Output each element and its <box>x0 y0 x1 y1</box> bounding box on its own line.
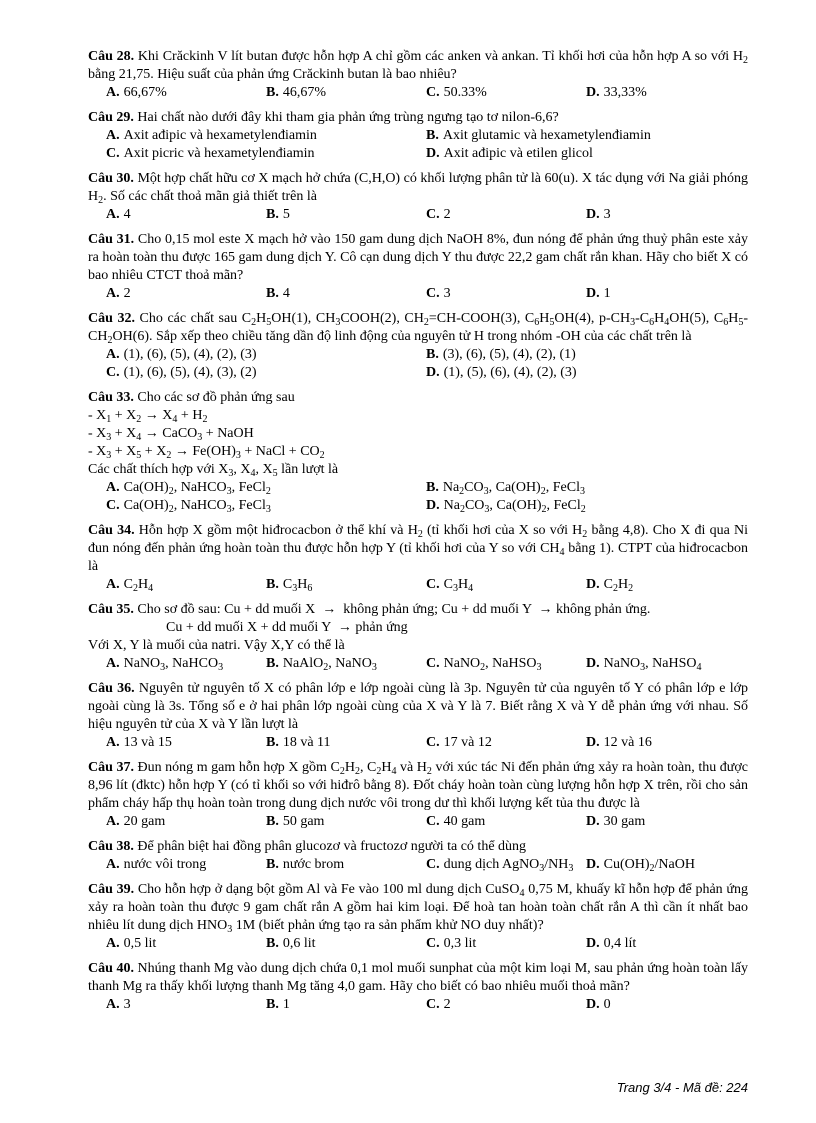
option-text: 4 <box>282 286 290 301</box>
option-letter: A. <box>106 480 120 495</box>
option-text: 50.33% <box>443 85 487 100</box>
answer-option[interactable] <box>106 346 426 364</box>
option-letter: A. <box>106 735 120 750</box>
option-text: (3), (6), (5), (4), (2), (1) <box>442 347 576 362</box>
option-text: (1), (6), (5), (4), (2), (3) <box>123 347 257 362</box>
answer-option[interactable] <box>106 996 266 1014</box>
answer-option[interactable] <box>586 84 766 102</box>
answer-option[interactable] <box>266 996 426 1014</box>
answer-option[interactable] <box>426 145 766 163</box>
option-letter: D. <box>586 857 600 872</box>
option-text: 3 <box>123 997 131 1012</box>
question-stem <box>88 759 748 813</box>
option-letter: A. <box>106 577 120 592</box>
option-text: 2 <box>443 207 451 222</box>
answer-option[interactable] <box>106 364 426 382</box>
question-text: Để phân biệt hai đồng phân glucozơ và fructozơ người ta có thể dùng <box>133 839 527 854</box>
option-letter: D. <box>586 656 600 671</box>
option-text: 17 và 12 <box>443 735 492 750</box>
question-number: Câu 36. <box>88 681 135 696</box>
option-text: 0,6 lit <box>282 936 316 951</box>
option-text: $C_2H_2$ <box>603 577 634 594</box>
option-text: Axit glutamic và hexametylenđiamin <box>442 128 651 143</box>
option-text: NaNO$_3$, NaHSO$_4$ <box>603 656 702 673</box>
answer-option[interactable] <box>106 84 266 102</box>
question-number: Câu 31. <box>88 232 135 247</box>
question <box>88 960 748 1014</box>
option-letter: C. <box>426 857 440 872</box>
answer-option[interactable] <box>426 655 586 673</box>
reaction-line: Với X, Y là muối của natri. Vậy X,Y có thể là <box>88 638 345 653</box>
option-letter: C. <box>426 997 440 1012</box>
option-text: NaNO$_2$, NaHSO$_3$ <box>443 656 542 673</box>
question-number: Câu 33. <box>88 390 134 405</box>
question-stem <box>88 680 748 734</box>
option-letter: C. <box>426 735 440 750</box>
option-text: 4 <box>123 207 131 222</box>
answer-option[interactable] <box>106 497 426 515</box>
option-text: NaNO$_3$, NaHCO$_3$ <box>123 656 224 673</box>
option-letter: A. <box>106 814 120 829</box>
answer-option[interactable] <box>106 285 266 303</box>
answer-option[interactable] <box>106 206 266 224</box>
option-letter: D. <box>586 286 600 301</box>
question-text: Nhúng thanh Mg vào dung dịch chứa 0,1 mol muối sunphat của một kim loại M, sau phản ứng hoàn toàn lấy thanh Mg ra thấy khối lượng thanh Mg tăng 4,0 gam. Hãy cho biết có bao nhiêu muối thoả mãn? <box>88 961 749 994</box>
question-stem <box>88 881 748 935</box>
option-letter: B. <box>266 85 279 100</box>
answer-option[interactable] <box>426 935 586 953</box>
option-letter: A. <box>106 656 120 671</box>
question <box>88 48 748 102</box>
option-letter: A. <box>106 85 120 100</box>
option-letter: B. <box>266 735 279 750</box>
question-text: Cho các sơ đồ phản ứng sau <box>133 390 295 405</box>
option-letter: A. <box>106 286 120 301</box>
question-text: Cho hỗn hợp ở dạng bột gồm Al và Fe vào 100 ml dung dịch CuSO$_4$ 0,75 M, khuấy kĩ hỗn hợp để phản ứng xảy ra hoàn toàn thu được 9 gam chất rắn A gồm hai kim loại. Để hoà tan hoàn toàn chất rắn A thì cần ít nhất bao nhiêu lít dung dịch $HNO_3$ 1M (biết phản ứng tạo ra sản phẩm khử NO duy nhất)? <box>88 882 748 935</box>
option-text: $C_3H_6$ <box>282 577 313 594</box>
answer-option[interactable] <box>106 145 426 163</box>
answer-option[interactable] <box>266 285 426 303</box>
answer-options <box>88 127 748 163</box>
option-letter: C. <box>426 656 440 671</box>
option-letter: C. <box>426 286 440 301</box>
option-letter: C. <box>426 814 440 829</box>
answer-option[interactable] <box>426 576 586 594</box>
answer-options <box>88 346 748 382</box>
answer-option[interactable] <box>586 285 766 303</box>
question-text: Cho 0,15 mol este X mạch hở vào 150 gam dung dịch NaOH 8%, đun nóng để phản ứng thuỷ phân este xảy ra hoàn toàn thu được 165 gam dung dịch Y. Cô cạn dung dịch Y thu được 22,2 gam chất rắn khan. Hãy cho biết X có bao nhiêu CTCT thoả mãn? <box>88 232 748 283</box>
option-text: 2 <box>443 997 451 1012</box>
option-text: 13 và 15 <box>123 735 172 750</box>
option-text: 3 <box>443 286 451 301</box>
question <box>88 109 748 163</box>
reaction-line: Cu + dd muối X + dd muối Y → phản ứng <box>166 620 408 635</box>
option-letter: A. <box>106 997 120 1012</box>
option-letter: D. <box>586 936 600 951</box>
question <box>88 838 748 874</box>
option-text: 46,67% <box>282 85 327 100</box>
answer-option[interactable] <box>266 813 426 831</box>
question <box>88 231 748 303</box>
question-number: Câu 40. <box>88 961 134 976</box>
option-text: 33,33% <box>603 85 647 100</box>
answer-options <box>88 734 748 752</box>
answer-option[interactable] <box>426 479 766 497</box>
answer-option[interactable] <box>426 346 766 364</box>
reaction-line: - $X_1 + X_2 \to X_4 + H_2$ <box>88 408 208 425</box>
reaction-line: Các chất thích hợp với $X_3$, $X_4$, $X_5$ lần lượt là <box>88 462 339 479</box>
question <box>88 601 748 673</box>
option-text: 12 và 16 <box>603 735 652 750</box>
option-letter: C. <box>426 936 440 951</box>
answer-option[interactable] <box>586 206 766 224</box>
question-number: Câu 28. <box>88 49 135 64</box>
question-stem <box>88 170 748 206</box>
question <box>88 389 748 515</box>
question <box>88 881 748 953</box>
page-footer: Trang 3/4 - Mã đề: 224 <box>616 1080 748 1095</box>
option-text: $Na_2CO_3$, $Ca(OH)_2$, FeCl$_3$ <box>442 480 585 497</box>
answer-options <box>88 856 748 874</box>
answer-option[interactable] <box>586 996 766 1014</box>
question-number: Câu 39. <box>88 882 135 897</box>
question-number: Câu 35. <box>88 602 134 617</box>
option-letter: D. <box>586 85 600 100</box>
answer-options <box>88 996 748 1014</box>
exam-page <box>88 48 748 1021</box>
option-letter: D. <box>426 365 440 380</box>
answer-option[interactable] <box>266 734 426 752</box>
option-text: nước brom <box>282 857 345 872</box>
option-letter: C. <box>106 498 120 513</box>
option-text: 0,3 lit <box>443 936 477 951</box>
option-text: Axit ađipic và hexametylenđiamin <box>123 128 317 143</box>
answer-options <box>88 206 748 224</box>
option-letter: C. <box>106 146 120 161</box>
question-stem <box>88 838 748 856</box>
answer-option[interactable] <box>426 734 586 752</box>
option-letter: B. <box>266 656 279 671</box>
question-stem <box>88 960 748 996</box>
option-text: 1 <box>282 997 290 1012</box>
option-letter: B. <box>426 347 439 362</box>
answer-options <box>88 655 748 673</box>
answer-option[interactable] <box>426 84 586 102</box>
option-text: 18 và 11 <box>282 735 331 750</box>
question-number: Câu 32. <box>88 311 135 326</box>
answer-option[interactable] <box>106 655 266 673</box>
option-letter: D. <box>586 207 600 222</box>
option-text: $C_2H_4$ <box>123 577 154 594</box>
answer-option[interactable] <box>586 576 766 594</box>
question <box>88 522 748 594</box>
option-letter: B. <box>266 286 279 301</box>
option-letter: D. <box>586 814 600 829</box>
answer-option[interactable] <box>426 856 586 874</box>
option-text: (1), (6), (5), (4), (3), (2) <box>123 365 257 380</box>
question-text: Cho sơ đồ sau: Cu + dd muối X → không phản ứng; Cu + dd muối Y → không phản ứng. <box>133 602 651 617</box>
question-stem <box>88 601 748 619</box>
option-text: $Ca(OH)_2$, NaHCO$_3$, FeCl$_3$ <box>123 498 271 515</box>
answer-option[interactable] <box>266 576 426 594</box>
option-text: 30 gam <box>603 814 646 829</box>
question-text: Khi Crăckinh V lít butan được hỗn hợp A chỉ gồm các anken và ankan. Tỉ khối hơi của hỗn hợp A so với $H_2$ bằng 21,75. Hiệu suất của phản ứng Crăckinh butan là bao nhiêu? <box>88 49 748 82</box>
answer-option[interactable] <box>586 655 766 673</box>
answer-option[interactable] <box>586 935 766 953</box>
option-text: $C_3H_4$ <box>443 577 474 594</box>
answer-option[interactable] <box>106 734 266 752</box>
option-text: 1 <box>603 286 611 301</box>
option-text: 40 gam <box>443 814 486 829</box>
option-text: $Cu(OH)_2$/NaOH <box>603 857 695 874</box>
answer-options <box>88 84 748 102</box>
option-letter: D. <box>426 146 440 161</box>
answer-option[interactable] <box>586 734 766 752</box>
question-number: Câu 30. <box>88 171 134 186</box>
option-letter: D. <box>426 498 440 513</box>
answer-option[interactable] <box>106 856 266 874</box>
option-letter: C. <box>426 207 440 222</box>
answer-option[interactable] <box>426 996 586 1014</box>
option-letter: D. <box>586 577 600 592</box>
question-number: Câu 34. <box>88 523 135 538</box>
answer-options <box>88 479 748 515</box>
option-text: $Na_2CO_3$, $Ca(OH)_2$, FeCl$_2$ <box>443 498 586 515</box>
option-letter: A. <box>106 128 120 143</box>
option-text: 66,67% <box>123 85 167 100</box>
option-letter: C. <box>426 577 440 592</box>
answer-option[interactable] <box>426 497 766 515</box>
option-letter: A. <box>106 936 120 951</box>
question-text: Đun nóng m gam hỗn hợp X gồm $C_2H_2$, $C_2H_4$ và $H_2$ với xúc tác Ni đến phản ứng xảy ra hoàn toàn, thu được 8,96 lít (đktc) hỗn hợp Y (có tỉ khối so với hiđrô bằng 8). Đốt cháy hoàn toàn cùng lượng hỗn hợp X trên, rồi cho sản phẩm cháy hấp thụ hoàn toàn trong dung dịch nước vôi trong dư thì khối lượng kết tủa thu được là <box>88 760 748 811</box>
option-text: 0,4 lít <box>603 936 637 951</box>
answer-options <box>88 285 748 303</box>
question-text: Nguyên tử nguyên tố X có phân lớp e lớp ngoài cùng là 3p. Nguyên tử của nguyên tố Y có phân lớp e lớp ngoài cùng là 3s. Tổng số e ở hai phân lớp ngoài cùng của X và Y là 7. Biết rằng X và Y dễ phản ứng với nhau. Số hiệu nguyên tử của X và Y lần lượt là <box>88 681 749 732</box>
answer-option[interactable] <box>266 856 426 874</box>
option-text: 5 <box>282 207 290 222</box>
answer-option[interactable] <box>426 364 766 382</box>
question <box>88 170 748 224</box>
option-text: 2 <box>123 286 131 301</box>
option-letter: C. <box>426 85 440 100</box>
answer-option[interactable] <box>426 813 586 831</box>
option-text: 0 <box>603 997 611 1012</box>
question-text: Hỗn hợp X gồm một hiđrocacbon ở thể khí và $H_2$ (tỉ khối hơi của X so với $H_2$ bằng 4,8). Cho X đi qua Ni đun nóng đến phản ứng hoàn toàn thu được hỗn hợp Y (tỉ khối hơi của Y so với $CH_4$ bằng 1). CTPT của hiđrocacbon là <box>88 523 749 574</box>
option-text: 0,5 lit <box>123 936 157 951</box>
option-letter: D. <box>586 997 600 1012</box>
option-text: 20 gam <box>123 814 166 829</box>
option-text: Axit ađipic và etilen glicol <box>443 146 593 161</box>
answer-option[interactable] <box>266 84 426 102</box>
question-stem <box>88 48 748 84</box>
option-text: Axit picric và hexametylenđiamin <box>123 146 315 161</box>
option-letter: A. <box>106 857 120 872</box>
option-text: $Ca(OH)_2$, NaHCO$_3$, FeCl$_2$ <box>123 480 271 497</box>
answer-option[interactable] <box>266 935 426 953</box>
question-text: Cho các chất sau $C_2H_5OH(1)$, $CH_3COOH(2)$, $CH_2=CH-COOH(3)$, $C_6H_5OH(4)$, $p-CH_3-C_6H_4OH(5)$, $C_6H_5-CH_2OH(6)$. Sắp xếp theo chiều tăng dần độ linh động của nguyên tử H trong nhóm -OH của các chất trên là <box>88 311 749 346</box>
answer-option[interactable] <box>106 576 266 594</box>
answer-option[interactable] <box>106 935 266 953</box>
answer-option[interactable] <box>586 856 766 874</box>
reaction-line: - $X_3 + X_5 + X_2 \to Fe(OH)_3$ + NaCl + $CO_2$ <box>88 444 325 461</box>
option-letter: B. <box>266 857 279 872</box>
question-text: Một hợp chất hữu cơ X mạch hở chứa (C,H,O) có khối lượng phân tử là 60(u). X tác dụng với Na giải phóng $H_2$. Số các chất thoả mãn giả thiết trên là <box>88 171 748 206</box>
answer-option[interactable] <box>426 127 766 145</box>
question <box>88 759 748 831</box>
option-letter: B. <box>266 577 279 592</box>
option-letter: B. <box>426 480 439 495</box>
answer-option[interactable] <box>106 127 426 145</box>
option-text: 50 gam <box>282 814 325 829</box>
option-letter: A. <box>106 207 120 222</box>
question-stem <box>88 310 748 346</box>
answer-options <box>88 813 748 831</box>
answer-option[interactable] <box>266 206 426 224</box>
answer-option[interactable] <box>106 813 266 831</box>
option-letter: D. <box>586 735 600 750</box>
answer-options <box>88 576 748 594</box>
answer-option[interactable] <box>586 813 766 831</box>
option-letter: B. <box>266 997 279 1012</box>
question-stem <box>88 522 748 576</box>
option-letter: B. <box>426 128 439 143</box>
question <box>88 310 748 382</box>
option-letter: A. <box>106 347 120 362</box>
option-text: (1), (5), (6), (4), (2), (3) <box>443 365 577 380</box>
option-text: nước vôi trong <box>123 857 207 872</box>
question-text: Hai chất nào dưới đây khi tham gia phản ứng trùng ngưng tạo tơ nilon-6,6? <box>133 110 559 125</box>
option-letter: B. <box>266 207 279 222</box>
question <box>88 680 748 752</box>
answer-options <box>88 935 748 953</box>
option-text: NaAlO$_2$, NaNO$_3$ <box>282 656 377 673</box>
option-letter: B. <box>266 936 279 951</box>
answer-option[interactable] <box>426 206 586 224</box>
question-number: Câu 37. <box>88 760 134 775</box>
question-number: Câu 29. <box>88 110 134 125</box>
question-stem <box>88 389 748 407</box>
answer-option[interactable] <box>426 285 586 303</box>
option-letter: B. <box>266 814 279 829</box>
question-stem <box>88 231 748 285</box>
option-text: dung dịch $AgNO_3/NH_3$ <box>443 857 574 874</box>
question-stem <box>88 109 748 127</box>
answer-option[interactable] <box>106 479 426 497</box>
option-text: 3 <box>603 207 611 222</box>
question-number: Câu 38. <box>88 839 134 854</box>
answer-option[interactable] <box>266 655 426 673</box>
reaction-line: - $X_3 + X_4$ → CaCO$_3$ + NaOH <box>88 426 254 443</box>
option-letter: C. <box>106 365 120 380</box>
